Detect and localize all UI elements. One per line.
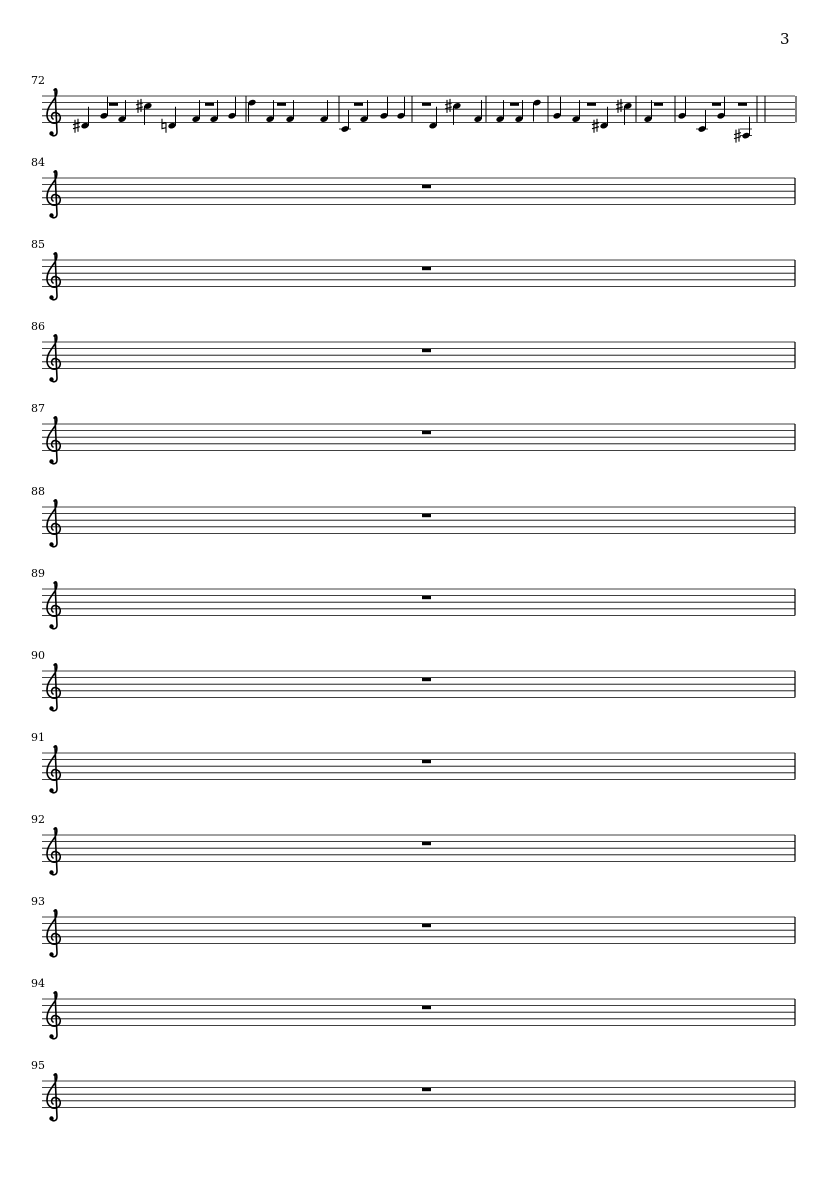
note (474, 100, 483, 123)
measure-number: 95 (31, 1059, 45, 1073)
whole-rest (422, 924, 431, 928)
note (192, 100, 201, 123)
note (717, 97, 726, 120)
measure-number: 87 (31, 402, 45, 416)
staff-system (0, 649, 835, 729)
note (228, 97, 237, 120)
staff (0, 813, 835, 893)
measure-number: 89 (31, 566, 45, 580)
note (380, 97, 389, 120)
staff (0, 649, 835, 729)
staff-system (0, 895, 835, 975)
measure-number: 92 (31, 812, 45, 826)
rest (277, 103, 286, 106)
whole-rest (422, 677, 431, 681)
note (73, 107, 89, 133)
staff-system (0, 156, 835, 236)
measure-number: 86 (31, 320, 45, 334)
note (572, 100, 581, 123)
staff (0, 1059, 835, 1139)
note (118, 100, 127, 123)
note (592, 107, 608, 133)
note (644, 100, 653, 123)
note (678, 97, 687, 120)
note (734, 117, 752, 143)
note (696, 110, 708, 133)
staff-system (0, 238, 835, 318)
note (553, 97, 562, 120)
rest (422, 103, 431, 106)
natural-icon (162, 119, 166, 133)
note (397, 97, 406, 120)
rest (205, 103, 214, 106)
staff-system (0, 977, 835, 1057)
note (162, 107, 176, 133)
note (100, 97, 109, 120)
whole-rest (422, 349, 431, 353)
rest (654, 103, 663, 106)
note (266, 100, 275, 123)
staff (0, 238, 835, 318)
whole-rest (422, 595, 431, 599)
measure-number: 88 (31, 484, 45, 498)
sharp-icon (734, 129, 741, 143)
staff (0, 895, 835, 975)
staff-system (0, 320, 835, 400)
staff (0, 977, 835, 1057)
page-number: 3 (780, 30, 790, 48)
staff-system (0, 402, 835, 482)
sharp-icon (136, 99, 143, 113)
staff-system (0, 485, 835, 565)
measure-number: 85 (31, 238, 45, 252)
measure-number: 90 (31, 648, 45, 662)
note (533, 99, 542, 122)
sharp-icon (73, 119, 80, 133)
note (286, 100, 295, 123)
whole-rest (422, 1006, 431, 1010)
note (429, 107, 438, 130)
measure-number: 94 (31, 977, 45, 991)
rest (712, 103, 721, 106)
staff (0, 402, 835, 482)
staff-system (0, 813, 835, 893)
staff-system (0, 731, 835, 811)
whole-rest (422, 267, 431, 271)
staff (0, 485, 835, 565)
staff (0, 320, 835, 400)
whole-rest (422, 1088, 431, 1092)
rest (510, 103, 519, 106)
measure-number: 93 (31, 895, 45, 908)
rest (738, 103, 747, 106)
note (320, 100, 329, 123)
rest (354, 103, 363, 106)
measure-number: 91 (31, 730, 45, 744)
sharp-icon (616, 99, 623, 113)
note (248, 99, 257, 122)
note (496, 100, 505, 123)
measure-number: 72 (31, 74, 45, 87)
whole-rest (422, 431, 431, 435)
rest (587, 103, 596, 106)
staff (0, 156, 835, 236)
whole-rest (422, 841, 431, 845)
staff (0, 731, 835, 811)
staff-system (0, 567, 835, 647)
sharp-icon (592, 119, 599, 133)
rest (109, 103, 118, 106)
whole-rest (422, 513, 431, 517)
whole-rest (422, 759, 431, 763)
whole-rest (422, 185, 431, 189)
staff-system (0, 1059, 835, 1139)
measure-number: 84 (31, 156, 45, 170)
staff-system (0, 74, 835, 154)
staff (0, 567, 835, 647)
staff (0, 74, 835, 154)
note (339, 110, 351, 133)
sharp-icon (445, 99, 452, 113)
